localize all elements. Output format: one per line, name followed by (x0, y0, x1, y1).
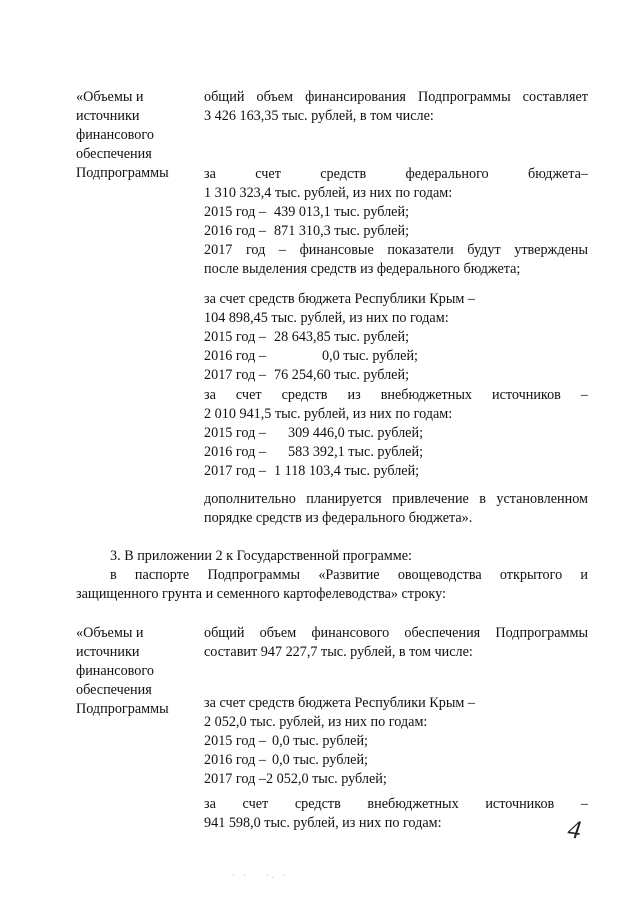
additional-line: дополнительно планируется привлечение в установленном (204, 491, 588, 507)
block2-intro (204, 624, 588, 662)
year-value: 28 643,85 тыс. рублей; (274, 329, 410, 345)
year-value: 2 052,0 тыс. рублей; (266, 771, 387, 787)
left-line: финансового (76, 663, 154, 679)
federal-2017-cont: после выделения средств из федерального бюджета; (204, 261, 521, 277)
crimea-2016 (204, 347, 588, 366)
federal-first-line: за счет средств федерального бюджета– (204, 166, 588, 182)
crimea-total: 104 898,45 тыс. рублей, из них по годам: (204, 310, 449, 326)
year-value: 439 013,1 тыс. рублей; (274, 204, 410, 220)
year-label: 2015 год – (204, 329, 266, 345)
year-value: 871 310,3 тыс. рублей; (274, 223, 410, 239)
section3-para-line: защищенного грунта и семенного картофелеводства» строку: (76, 586, 446, 602)
year-value: 0,0 тыс. рублей; (322, 348, 418, 364)
year-value: 309 446,0 тыс. рублей; (288, 425, 424, 441)
year-label: 2015 год – (204, 733, 266, 749)
crimea-first-line: за счет средств бюджета Республики Крым – (204, 695, 475, 711)
left-line: Подпрограммы (76, 165, 169, 181)
crimea-2017 (204, 366, 588, 385)
extra-first-line: за счет средств внебюджетных источников – (204, 796, 588, 812)
handwritten-page-number: 4 (566, 814, 583, 845)
crimea-first-line: за счет средств бюджета Республики Крым – (204, 291, 475, 307)
intro-line: 3 426 163,35 тыс. рублей, в том числе: (204, 108, 434, 124)
block2-left-label (76, 624, 196, 719)
block1-federal (204, 165, 588, 279)
year-label: 2015 год – (204, 425, 266, 441)
year-label: 2016 год – (204, 348, 266, 364)
block1-intro (204, 88, 588, 126)
year-value: 583 392,1 тыс. рублей; (288, 444, 424, 460)
year-label: 2017 год – (204, 367, 266, 383)
year-value: 76 254,60 тыс. рублей; (274, 367, 410, 383)
year-label: 2016 год – (204, 752, 266, 768)
year-label: 2017 год – (204, 463, 266, 479)
year-value: 0,0 тыс. рублей; (272, 752, 368, 768)
section3-paragraph (76, 566, 588, 604)
year-label: 2016 год – (204, 444, 266, 460)
extra-2017 (204, 462, 588, 481)
left-line: источники (76, 644, 140, 660)
year-value: 0,0 тыс. рублей; (272, 733, 368, 749)
additional-line: порядке средств из федерального бюджета». (204, 510, 473, 526)
extra-2015 (204, 424, 588, 443)
crimea-2016 (204, 751, 588, 770)
left-line: финансового (76, 127, 154, 143)
scan-smudge: · · ˙ ·. · (232, 870, 289, 880)
crimea-total: 2 052,0 тыс. рублей, из них по годам: (204, 714, 428, 730)
federal-2016 (204, 222, 588, 241)
federal-2015 (204, 203, 588, 222)
extra-total: 2 010 941,5 тыс. рублей, из них по годам: (204, 406, 453, 422)
extra-first-line: за счет средств из внебюджетных источников – (204, 387, 588, 403)
federal-2017: 2017 год – финансовые показатели будут утверждены (204, 242, 588, 258)
block2-extra (204, 795, 588, 833)
block1-left-label (76, 88, 196, 183)
crimea-2015 (204, 328, 588, 347)
block2-crimea (204, 694, 588, 789)
left-line: источники (76, 108, 140, 124)
year-value: 1 118 103,4 тыс. рублей; (274, 463, 420, 479)
crimea-2015 (204, 732, 588, 751)
block1-extra (204, 386, 588, 481)
intro-line: составит 947 227,7 тыс. рублей, в том числе: (204, 644, 473, 660)
crimea-2017 (204, 770, 588, 789)
block1-crimea (204, 290, 588, 385)
section3-heading: 3. В приложении 2 к Государственной программе: (110, 548, 412, 564)
block1-additional (204, 490, 588, 528)
intro-line: общий объем финансового обеспечения Подпрограммы (204, 625, 588, 641)
left-line: «Объемы и (76, 89, 144, 105)
year-label: 2016 год – (204, 223, 266, 239)
year-label: 2015 год – (204, 204, 266, 220)
federal-total: 1 310 323,4 тыс. рублей, из них по годам: (204, 185, 453, 201)
year-label: 2017 год – (204, 771, 266, 787)
left-line: обеспечения (76, 682, 152, 698)
extra-total: 941 598,0 тыс. рублей, из них по годам: (204, 815, 442, 831)
left-line: «Объемы и (76, 625, 144, 641)
left-line: обеспечения (76, 146, 152, 162)
extra-2016 (204, 443, 588, 462)
intro-line: общий объем финансирования Подпрограммы составляет (204, 89, 588, 105)
section3-para-line: в паспорте Подпрограммы «Развитие овощеводства открытого и (110, 567, 588, 583)
left-line: Подпрограммы (76, 701, 169, 717)
